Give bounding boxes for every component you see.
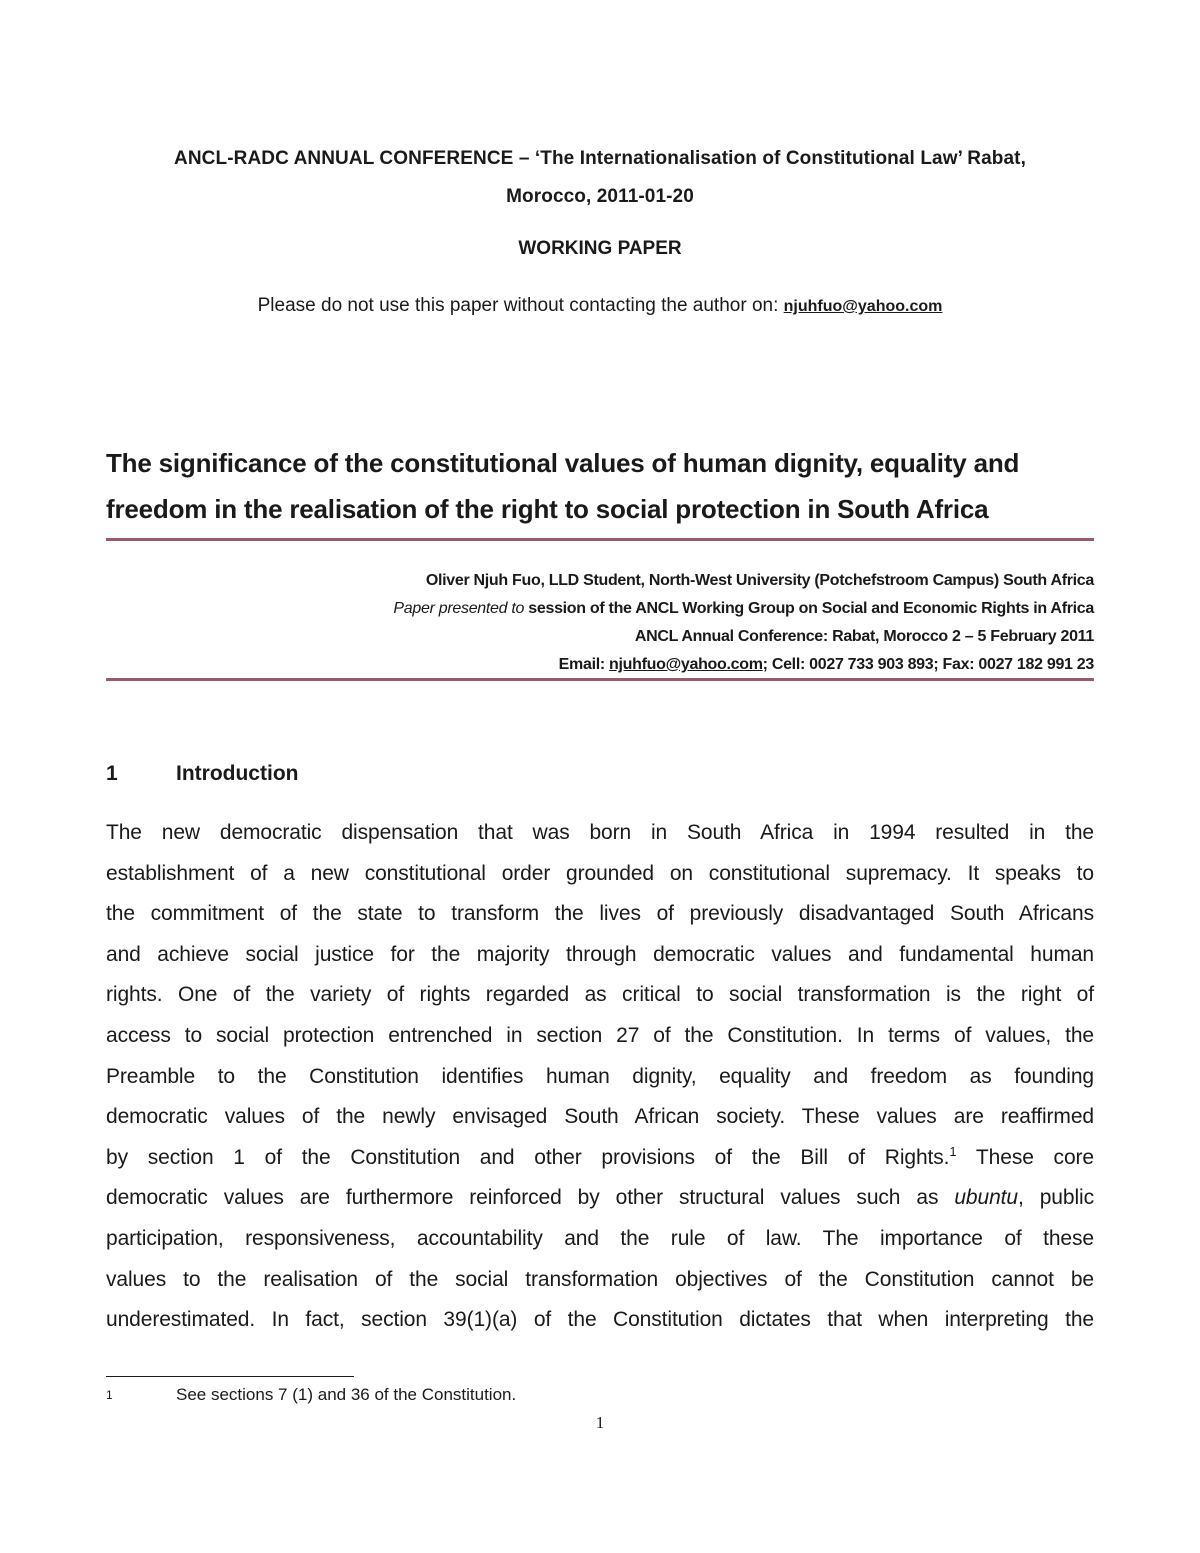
conference-date-line: ANCL Annual Conference: Rabat, Morocco 2 – 5 February 2011 bbox=[634, 628, 1094, 645]
contact-email-link[interactable]: njuhfuo@yahoo.com bbox=[783, 298, 943, 315]
body-line: access to social protection entrenched in section 27 of the Constitution. In terms of values, the bbox=[106, 1023, 1094, 1047]
body-line: rights. One of the variety of rights regarded as critical to social transformation is the right of bbox=[106, 983, 1094, 1007]
title-divider bbox=[106, 538, 1094, 541]
body-line bbox=[106, 1178, 1094, 1219]
body-line-10a: democratic values are furthermore reinforced by other structural values such as bbox=[106, 1186, 955, 1210]
page-number: 1 bbox=[595, 1413, 605, 1432]
paper-title bbox=[106, 440, 1094, 532]
body-line-9a: by section 1 of the Constitution and other provisions of the Bill of Rights. bbox=[106, 1145, 950, 1169]
author-info bbox=[106, 567, 1094, 679]
body-line: the commitment of the state to transform the lives of previously disadvantaged South Africans bbox=[106, 902, 1094, 926]
contact-phone-fax: ; Cell: 0027 733 903 893; Fax: 0027 182 991 23 bbox=[762, 656, 1094, 673]
working-paper-label: WORKING PAPER bbox=[518, 238, 682, 259]
body-line: participation, responsiveness, accountability and the rule of law. The importance of these bbox=[106, 1226, 1094, 1250]
ubuntu-term: ubuntu bbox=[954, 1186, 1018, 1210]
body-line: and achieve social justice for the majority through democratic values and fundamental human bbox=[106, 942, 1094, 966]
body-line bbox=[106, 1138, 1094, 1179]
contact-line bbox=[106, 651, 1094, 679]
author-divider bbox=[106, 678, 1094, 681]
author-email-link[interactable]: njuhfuo@yahoo.com bbox=[609, 656, 763, 673]
author-name-line: Oliver Njuh Fuo, LLD Student, North-West University (Potchefstroom Campus) South Africa bbox=[425, 572, 1094, 589]
body-line: The new democratic dispensation that was born in South Africa in 1994 resulted in the bbox=[106, 821, 1094, 844]
footnote-reference[interactable]: 1 bbox=[949, 1143, 957, 1159]
footnote-text: See sections 7 (1) and 36 of the Constitution. bbox=[176, 1385, 517, 1404]
section-title: Introduction bbox=[176, 762, 299, 785]
body-line-10b: , public bbox=[1017, 1186, 1094, 1210]
presentation-rest: session of the ANCL Working Group on Social and Economic Rights in Africa bbox=[524, 600, 1094, 617]
section-number: 1 bbox=[106, 762, 118, 785]
conference-header bbox=[106, 140, 1094, 216]
footnote-1 bbox=[106, 1382, 516, 1408]
body-line: establishment of a new constitutional order grounded on constitutional supremacy. It speaks to bbox=[106, 861, 1094, 885]
presentation-italic: Paper presented to bbox=[393, 600, 525, 617]
usage-notice-text: Please do not use this paper without contacting the author on: bbox=[257, 295, 784, 316]
section-heading-introduction bbox=[106, 760, 298, 788]
contact-email-label: Email: bbox=[558, 656, 610, 673]
body-line: underestimated. In fact, section 39(1)(a) of the Constitution dictates that when interpreting the bbox=[106, 1308, 1094, 1332]
footnote-mark: 1 bbox=[106, 1388, 113, 1402]
conference-header-line-2: Morocco, 2011-01-20 bbox=[506, 186, 694, 207]
presentation-line bbox=[106, 595, 1094, 623]
body-line: democratic values of the newly envisaged South African society. These values are reaffirmed bbox=[106, 1105, 1094, 1129]
body-line: Preamble to the Constitution identifies human dignity, equality and freedom as founding bbox=[106, 1064, 1094, 1088]
body-line: values to the realisation of the social transformation objectives of the Constitution cannot be bbox=[106, 1267, 1094, 1291]
footnote-separator bbox=[106, 1376, 354, 1377]
paper-title-line-2: freedom in the realisation of the right to social protection in South Africa bbox=[106, 494, 989, 524]
body-line-9b: These core bbox=[956, 1145, 1094, 1169]
paper-title-line-1: The significance of the constitutional values of human dignity, equality and bbox=[106, 448, 1020, 478]
conference-header-line-1: ANCL-RADC ANNUAL CONFERENCE – ‘The Internationalisation of Constitutional Law’ Rabat, bbox=[174, 148, 1026, 169]
introduction-paragraph bbox=[106, 813, 1094, 1341]
usage-notice bbox=[106, 293, 1094, 320]
